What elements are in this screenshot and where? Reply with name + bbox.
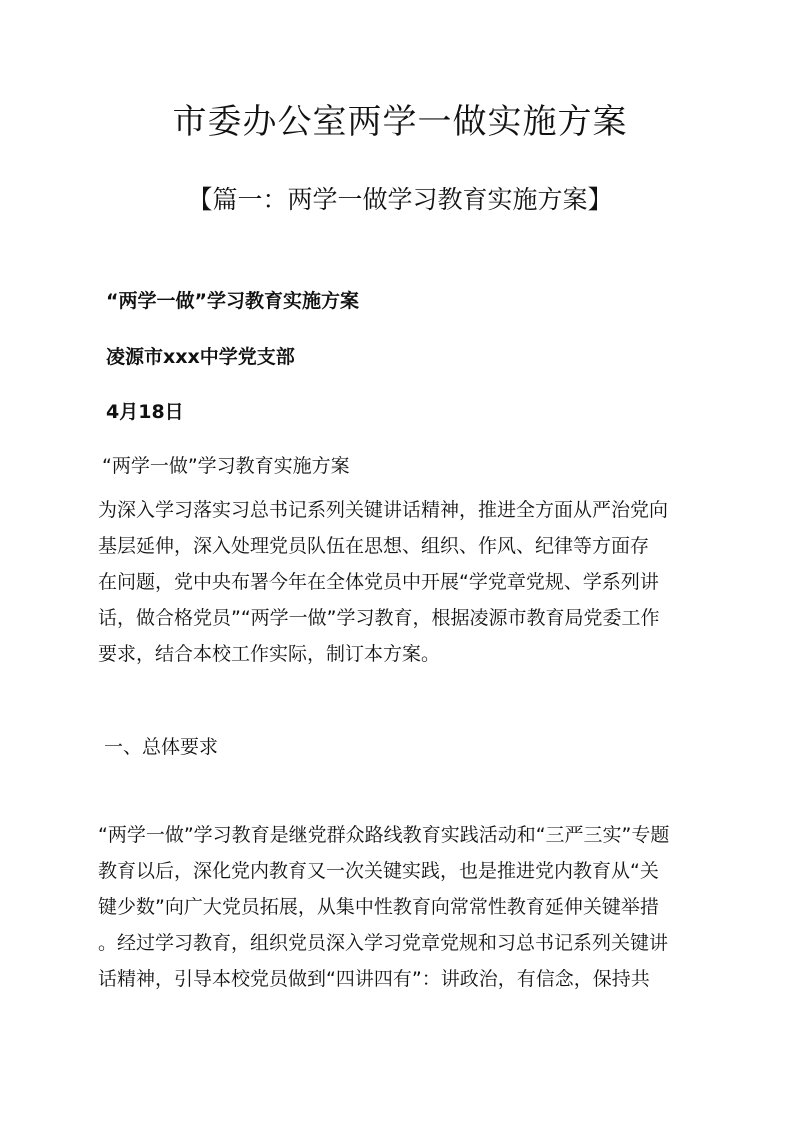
section-line: 键少数”向广大党员拓展，从集中性教育向常常性教育延伸关键举措 [98,896,659,918]
organization-name: 凌源市xxx中学党支部 [106,346,295,368]
section-heading: 一、总体要求 [104,736,219,758]
section-line: 。经过学习教育，组织党员深入学习党章党规和习总书记系列关键讲 [98,932,669,954]
document-date: 4月18日 [106,401,184,423]
section-paragraph [98,817,712,997]
intro-line: 话，做合格党员”“两学一做”学习教育，根据凌源市教育局党委工作 [98,607,660,629]
section-line: 教育以后，深化党内教育又一次关键实践，也是推进党内教育从“关 [98,860,659,882]
section-line: “两学一做”学习教育是继党群众路线教育实践活动和“三严三实”专题 [98,824,670,846]
intro-line: 基层延伸，深入处理党员队伍在思想、组织、作风、纪律等方面存 [98,535,650,557]
intro-line: 在问题，党中央布署今年在全体党员中开展“学党章党规、学系列讲 [98,571,659,593]
document-subtitle: 【篇一：两学一做学习教育实施方案】 [187,185,613,214]
section-line: 话精神，引导本校党员做到“四讲四有”：讲政治，有信念，保持共 [98,968,650,990]
intro-line: 为深入学习落实习总书记系列关键讲话精神，推进全方面从严治党向 [98,499,669,521]
plan-heading: “两学一做”学习教育实施方案 [106,290,359,312]
plan-heading-repeat: “两学一做”学习教育实施方案 [102,455,350,477]
intro-paragraph [98,492,712,672]
intro-line: 要求，结合本校工作实际，制订本方案。 [98,643,441,665]
document-title: 市委办公室两学一做实施方案 [172,102,628,142]
